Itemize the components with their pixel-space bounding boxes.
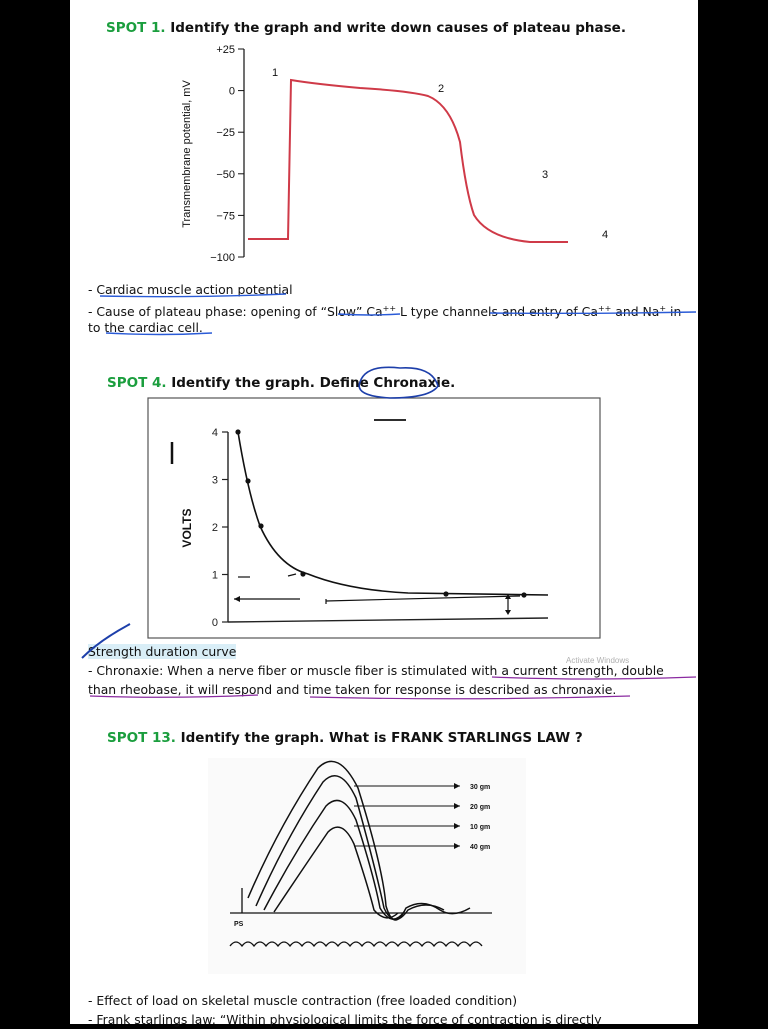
spot1-answer-2-sup1: ++ [382,304,397,313]
ap-phase-label: 2 [438,83,445,95]
spot1-answer-2d: in [666,304,682,320]
sd-y-tick-label: 2 [211,522,218,534]
document-page [70,0,698,1027]
sd-y-tick-label: 0 [211,617,218,629]
ap-phase-label: 1 [272,67,279,79]
spot1-question: Identify the graph and write down causes of plateau phase. [170,20,626,36]
spot1-answer-2b: L type channels and entry of Ca [396,304,598,320]
spot4-label: SPOT 4. [107,375,167,391]
ap-y-axis-label: Transmembrane potential, mV [181,80,193,228]
ap-phase-label: 3 [542,169,549,181]
spot1-answer-1: - Cardiac muscle action potential [88,282,293,297]
fs-load-label: 30 gm [470,784,491,791]
sd-y-tick-label: 4 [211,427,218,439]
ap-phase-label: 4 [602,229,609,241]
spot1-answer-2a: - Cause of plateau phase: opening of “Slow” Ca [88,304,383,320]
ap-y-tick-label: −100 [210,252,235,264]
spot1-answer-3: to the cardiac cell. [88,320,203,335]
sd-y-axis-label: VOLTS [180,508,194,548]
spot4-answer-3: than rheobase, it will respond and time taken for response is described as chronaxie. [88,682,617,697]
spot13-answer-2: - Frank starlings law: “Within physiological limits the force of contraction is directly [88,1012,602,1027]
spot4-title [107,375,455,391]
fs-load-label: 10 gm [470,824,491,831]
spot1-answer-2-sup3: + [659,304,667,313]
ap-curve [248,80,568,242]
sd-point-6 [521,592,526,597]
spot13-label: SPOT 13. [107,730,176,746]
sd-point-3 [258,523,263,528]
spot1-label: SPOT 1. [106,20,166,36]
spot4-answer-1 [88,642,236,661]
sd-point-1 [235,429,240,434]
strength-duration-chart [148,398,600,638]
ap-y-tick-label: −25 [216,127,235,140]
ap-y-tick-label: −50 [216,168,235,181]
spot13-title [107,730,583,746]
ap-y-tick-label: 0 [228,85,235,98]
fs-load-label: 20 gm [470,804,491,811]
sd-point-2 [245,478,250,483]
spot4-answer-2: - Chronaxie: When a nerve fiber or muscle fiber is stimulated with a current strength, double [88,663,664,678]
fs-ps-label: PS [234,921,244,928]
ap-y-tick-label: −75 [216,210,235,223]
spot4-question: Identify the graph. Define Chronaxie. [171,375,456,391]
spot13-answer-1: - Effect of load on skeletal muscle contraction (free loaded condition) [88,993,518,1008]
spot4-answer-1-text: Strength duration curve [88,644,237,659]
spot13-question: Identify the graph. What is FRANK STARLINGS LAW ? [180,730,583,746]
spot1-answer-2-sup2: ++ [597,304,612,313]
action-potential-chart [170,42,609,270]
sd-y-tick-label: 1 [211,569,218,582]
sd-point-5 [443,591,448,596]
sd-point-4 [300,571,305,576]
frank-starling-chart [208,758,526,974]
spot1-title [106,20,626,36]
ap-y-tick-label: +25 [216,44,235,56]
watermark-text: Activate Windows [566,656,630,665]
sd-y-tick-label: 3 [211,474,218,487]
spot1-answer-2c: and Na [611,304,660,320]
fs-load-label: 40 gm [470,844,491,851]
